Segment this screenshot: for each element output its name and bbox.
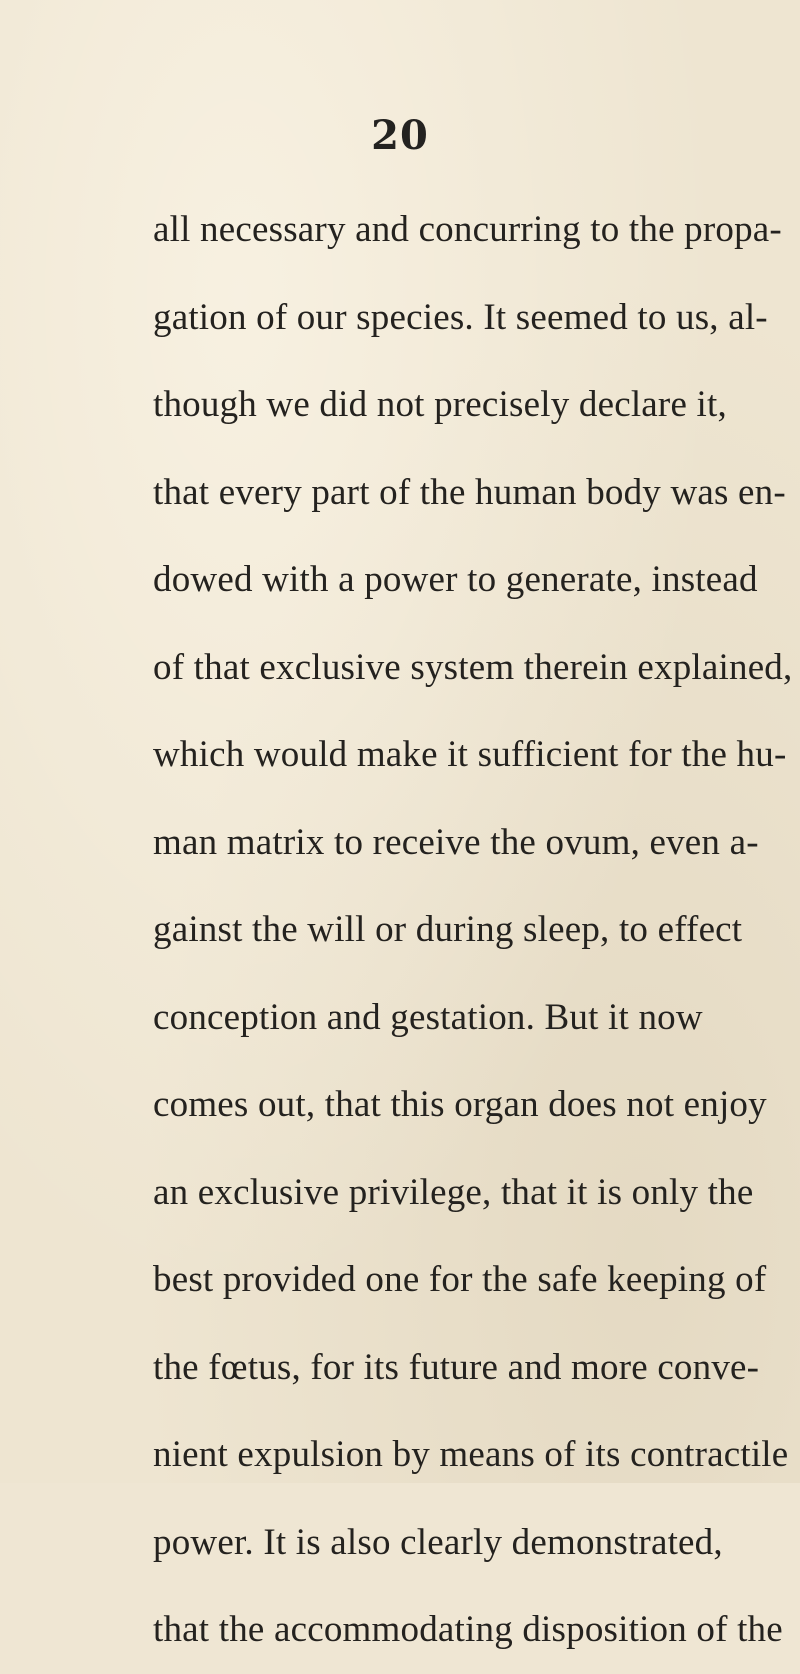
text-line: an exclusive privilege, that it is only the [153,1171,754,1213]
text-line: best provided one for the safe keeping of [153,1259,767,1300]
text-line: the fœtus, for its future and more conve- [153,1346,760,1388]
text-line: that the accommodating disposition of the [153,1609,783,1650]
text-line: nient expulsion by means of its contractile [153,1434,789,1475]
text-line: conception and gestation. But it now [153,996,703,1038]
text-line: though we did not precisely declare it, [153,384,727,425]
text-line: of that exclusive system therein explained, [153,646,793,688]
body-text [153,186,793,1674]
text-line: gation of our species. It seemed to us, al- [153,296,768,338]
text-line: power. It is also clearly demonstrated, [153,1521,723,1563]
text-line: which would make it sufficient for the hu- [153,734,787,775]
text-line: comes out, that this organ does not enjoy [153,1084,767,1125]
text-line: that every part of the human body was en- [153,471,786,513]
page-number: 20 [371,112,429,159]
text-line: man matrix to receive the ovum, even a- [153,821,759,863]
text-line: gainst the will or during sleep, to effect [153,909,743,950]
text-line: all necessary and concurring to the propa- [153,209,782,250]
text-line: dowed with a power to generate, instead [153,559,758,600]
